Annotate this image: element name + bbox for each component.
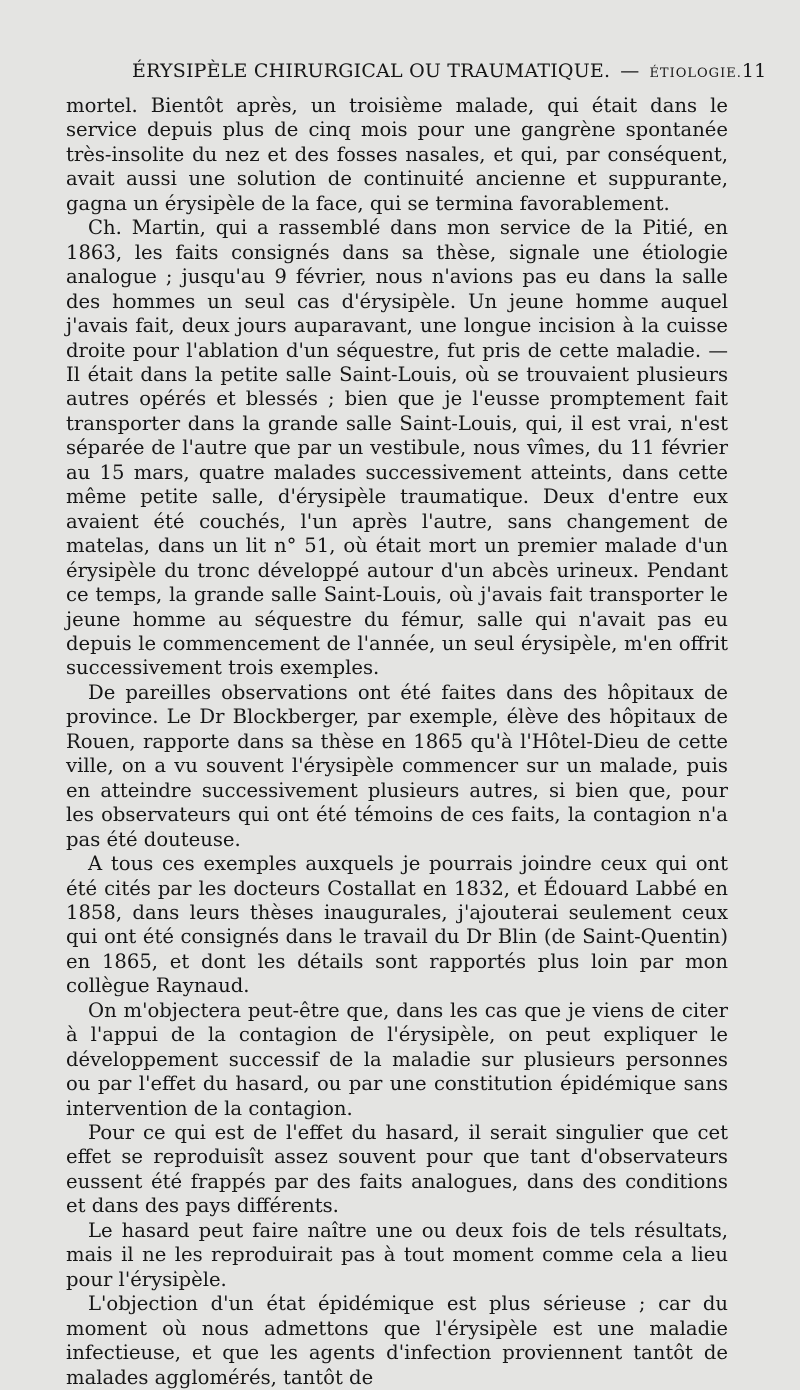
paragraph: On m'objectera peut-être que, dans les cas que je viens de citer à l'appui de la contagion de l'érysipèle, on peut expliquer le développement successif de la maladie sur plusieurs personnes ou par l'effet du hasard, ou par une constitution épidémique sans intervention de la contagion. — [66, 998, 728, 1120]
paragraph: L'objection d'un état épidémique est plus sérieuse ; car du moment où nous admettons que l'érysipèle est une maladie infectieuse, et que les agents d'infection proviennent tantôt de malades agglomérés, tantôt de — [66, 1292, 728, 1389]
paragraph: De pareilles observations ont été faites dans des hôpitaux de province. Le Dr Blockberger, par exemple, élève des hôpitaux de Rouen, rapporte dans sa thèse en 1865 qu'à l'Hôtel-Dieu de cette ville, on a vu souvent l'érysipèle commencer sur un malade, puis en atteindre successivement plusieurs autres, si bien que, pour les observateurs qui ont été témoins de ces faits, la contagion n'a pas été douteuse. — [66, 680, 728, 851]
header-dash: — — [620, 60, 640, 82]
paragraph: A tous ces exemples auxquels je pourrais joindre ceux qui ont été cités par les docteurs Costallat en 1832, et Édouard Labbé en 1858, dans leurs thèses inaugurales, j'ajouterai seulement ceux qui ont été consignés dans le travail du Dr Blin (de Saint-Quentin) en 1865, et dont les détails sont rapportés plus loin par mon collègue Raynaud. — [66, 852, 728, 998]
paragraph: Ch. Martin, qui a rassemblé dans mon service de la Pitié, en 1863, les faits consignés dans sa thèse, signale une étiologie analogue ; jusqu'au 9 février, nous n'avions pas eu dans la salle des hommes un seul cas d'érysipèle. Un jeune homme auquel j'avais fait, deux jours auparavant, une longue incision à la cuisse droite pour l'ablation d'un séquestre, fut pris de cette maladie. — Il était dans la petite salle Saint-Louis, où se trouvaient plusieurs autres opérés et blessés ; bien que je l'eusse promptement fait transporter dans la grande salle Saint-Louis, qui, il est vrai, n'est séparée de l'autre que par un vestibule, nous vîmes, du 11 février au 15 mars, quatre malades successivement atteints, dans cette même petite salle, d'érysipèle traumatique. Deux d'entre eux avaient été couchés, l'un après l'autre, sans changement de matelas, dans un lit n° 51, où était mort un premier malade d'un érysipèle du tronc développé autour d'un abcès urineux. Pendant ce temps, la grande salle Saint-Louis, où j'avais fait transporter le jeune homme au séquestre du fémur, salle qui n'avait pas eu depuis le commencement de l'année, un seul érysipèle, m'en offrit successivement trois exemples. — [66, 216, 728, 680]
paragraph-continued: mortel. Bientôt après, un troisième malade, qui était dans le service depuis plus de cinq mois pour une gangrène spontanée très-insolite du nez et des fosses nasales, et qui, par conséquent, avait aussi une solution de continuité ancienne et suppurante, gagna un érysipèle de la face, qui se termina favorablement. — [66, 94, 728, 215]
section-label: ÉTIOLOGIE. — [649, 66, 742, 81]
body-text — [66, 94, 728, 1390]
page-number: 11 — [741, 60, 767, 82]
running-header — [66, 60, 767, 94]
running-title: ÉRYSIPÈLE CHIRURGICAL OU TRAUMATIQUE. — [132, 60, 611, 82]
paragraph: Pour ce qui est de l'effet du hasard, il serait singulier que cet effet se reproduisît assez souvent pour que tant d'observateurs eussent été frappés par des faits analogues, dans des conditions et dans des pays différents. — [66, 1121, 728, 1218]
paragraph: Le hasard peut faire naître une ou deux fois de tels résultats, mais il ne les reproduirait pas à tout moment comme cela a lieu pour l'érysipèle. — [66, 1218, 728, 1291]
